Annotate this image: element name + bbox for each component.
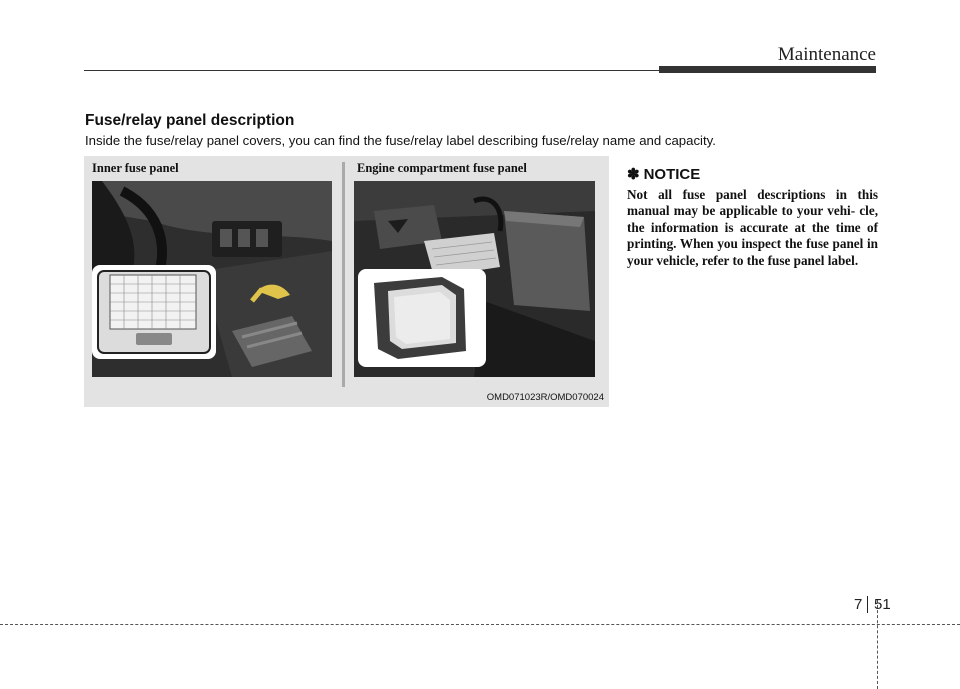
header-title: Maintenance xyxy=(777,44,876,65)
header-rule xyxy=(84,70,659,71)
notice-box xyxy=(627,165,878,269)
inner-fuse-panel-label: Inner fuse panel xyxy=(92,161,179,175)
inner-fuse-panel-photo xyxy=(92,181,332,377)
notice-title-row xyxy=(627,165,878,183)
footer-vertical-rule xyxy=(877,600,878,689)
figure-code: OMD071023R/OMD070024 xyxy=(486,392,604,403)
notice-text: Not all fuse panel descriptions in this manual may be applicable to your vehi- cle, the information is accurate at the time of printing. When you inspect the fuse panel in your vehicle, refer to the fuse panel label. xyxy=(627,187,878,268)
chapter-number: 7 xyxy=(854,596,863,613)
page-number: 51 xyxy=(874,596,891,613)
engine-fuse-panel-photo xyxy=(354,181,595,377)
asterisk-notice-icon: ✽ xyxy=(627,166,640,183)
panel-divider xyxy=(342,162,345,387)
page-number-divider xyxy=(867,596,868,613)
footer-rule xyxy=(0,624,960,625)
notice-title: NOTICE xyxy=(643,165,701,183)
header-rule-accent xyxy=(659,66,876,73)
section-intro: Inside the fuse/relay panel covers, you can find the fuse/relay label describing fuse/relay name and capacity. xyxy=(85,133,716,148)
engine-fuse-panel-label: Engine compartment fuse panel xyxy=(357,161,527,175)
fuse-panel-figure xyxy=(84,156,609,407)
section-heading: Fuse/relay panel description xyxy=(85,112,295,129)
